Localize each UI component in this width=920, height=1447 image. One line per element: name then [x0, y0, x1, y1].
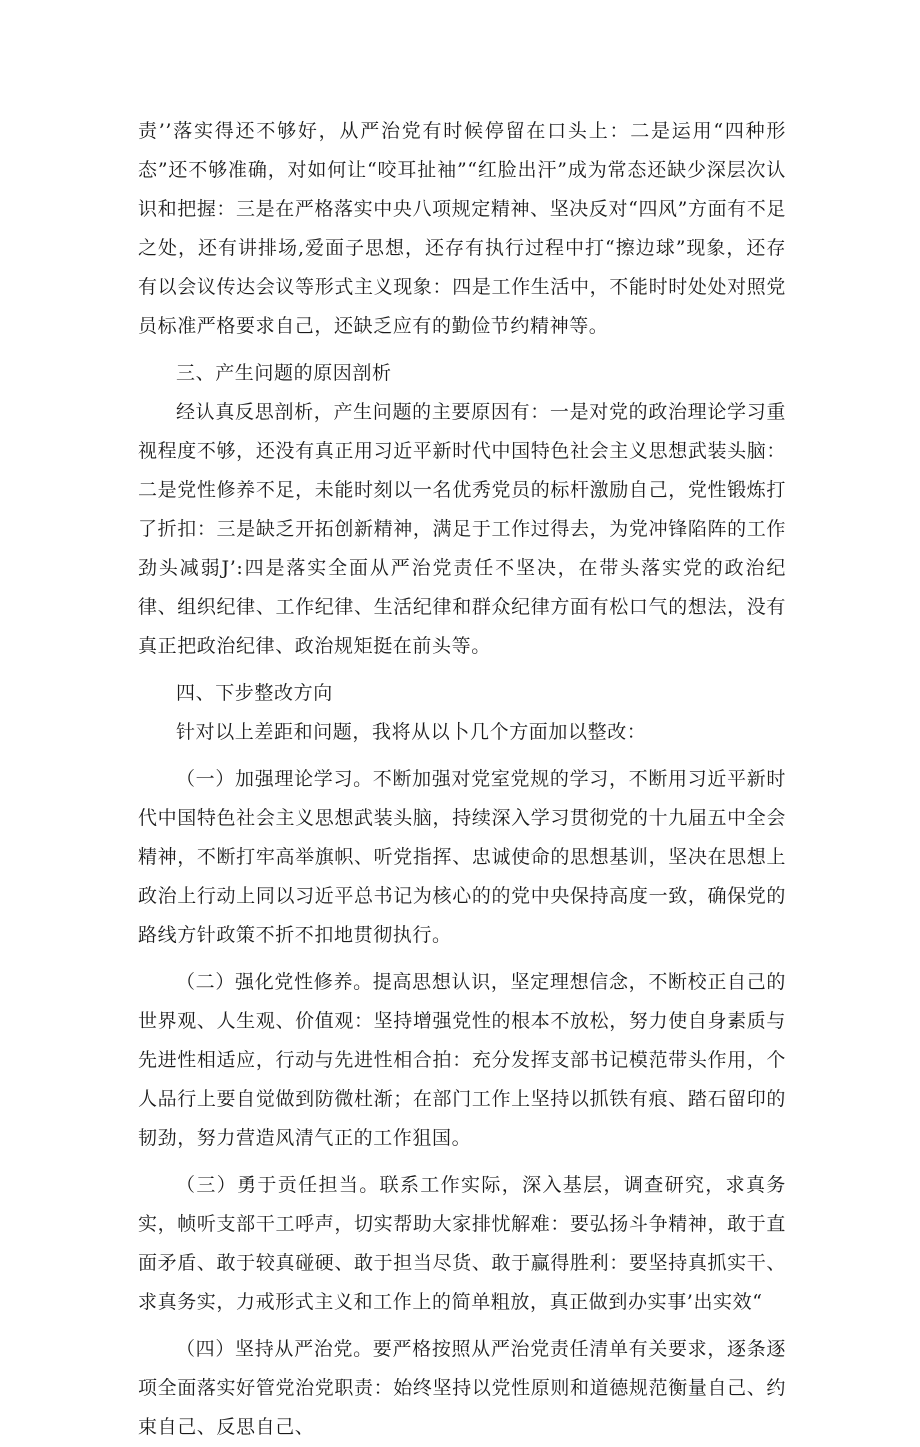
paragraph-causes: 经认真反思剖析，产生问题的主要原因有：一是对党的政治理论学习重视程度不够，还没有真正用习近平新时代中国特色社会主义思想武装头脑：二是党性修养不足，未能时刻以一名优秀党员的标杆激励自己，党性锻炼打了折扣：三是缺乏开拓创新精神，满足于工作过得去，为党冲锋陷阵的工作劲头减弱J’:四是落实全面从严治党责任不坚决，在带头落实党的政治纪律、组织纪律、工作纪律、生活纪律和群众纪律方面有松口气的想法，没有真正把政治纪律、政治规矩挺在前头等。 [138, 401, 786, 657]
paragraph-item-1-theory-study: （一）加强理论学习。不断加强对党室党规的学习，不断用习近平新时代中国特色社会主义思想武装头脑，持续深入学习贯彻党的十九届五中全会精神，不断打牢高举旗帜、听党指挥、忠诚使命的思想基训，坚决在思想上政治上行动上同以习近平总书记为核心的的党中央保持高度一致，确保党的路线方针政策不折不扣地贯彻执行。 [138, 768, 786, 946]
paragraph-rectification-intro: 针对以上差距和问题，我将从以卜几个方面加以整改： [176, 721, 647, 743]
paragraph-item-2-party-spirit: （二）强化党性修养。提高思想认识，坚定理想信念，不断校正自己的世界观、人生观、价值观：坚持增强党性的根本不放松，努力使自身素质与先进性相适应，行动与先进性相合拍：充分发挥支部书记模范带头作用，个人品行上要自觉做到防微杜渐；在部门工作上坚持以抓铁有痕、踏石留印的韧劲，努力营造风清气正的工作狙国。 [138, 971, 786, 1149]
paragraph-item-3-responsibility: （三）勇于贡任担当。联系工作实际，深入基层，调查研究，求真务实，帧听支部干工呼声，切实帮助大家排忧解难：要弘扬斗争精神，敢于直面矛盾、敢于较真碰硬、敢于担当尽货、敢于赢得胜利：要坚持真抓实干、求真务实，力戒形式主义和工作上的简单粗放，真正做到办实事’出实效“ [138, 1174, 786, 1313]
paragraph-problems-continued: 责’’落实得还不够好，从严治党有时候停留在口头上：二是运用“四种形态”还不够准确，对如何让“咬耳扯袖”“红脸出汗”成为常态还缺少深层次认识和把握：三是在严格落实中央八项规定精神、坚决反对“四风”方面有不足之处，还有讲排场,爱面子思想，还存有执行过程中打“擦边球”现象，还存有以会议传达会议等形式主义现象：四是工作生活中，不能时时处处对照党员标准严格要求自己，还缺乏应有的勤俭节约精神等。 [138, 120, 786, 337]
document-body [138, 112, 786, 1447]
section-heading-rectification: 四、下步整改方向 [176, 682, 333, 704]
paragraph-item-4-strict-governance: （四）坚持从严治党。要严格按照从严治党责任清单有关要求，逐条逐项全面落实好管党治党职责：始终坚持以党性原则和道德规范衡量自己、约束自己、反思自己、 [138, 1338, 786, 1438]
section-heading-causes: 三、产生问题的原因剖析 [176, 362, 392, 384]
